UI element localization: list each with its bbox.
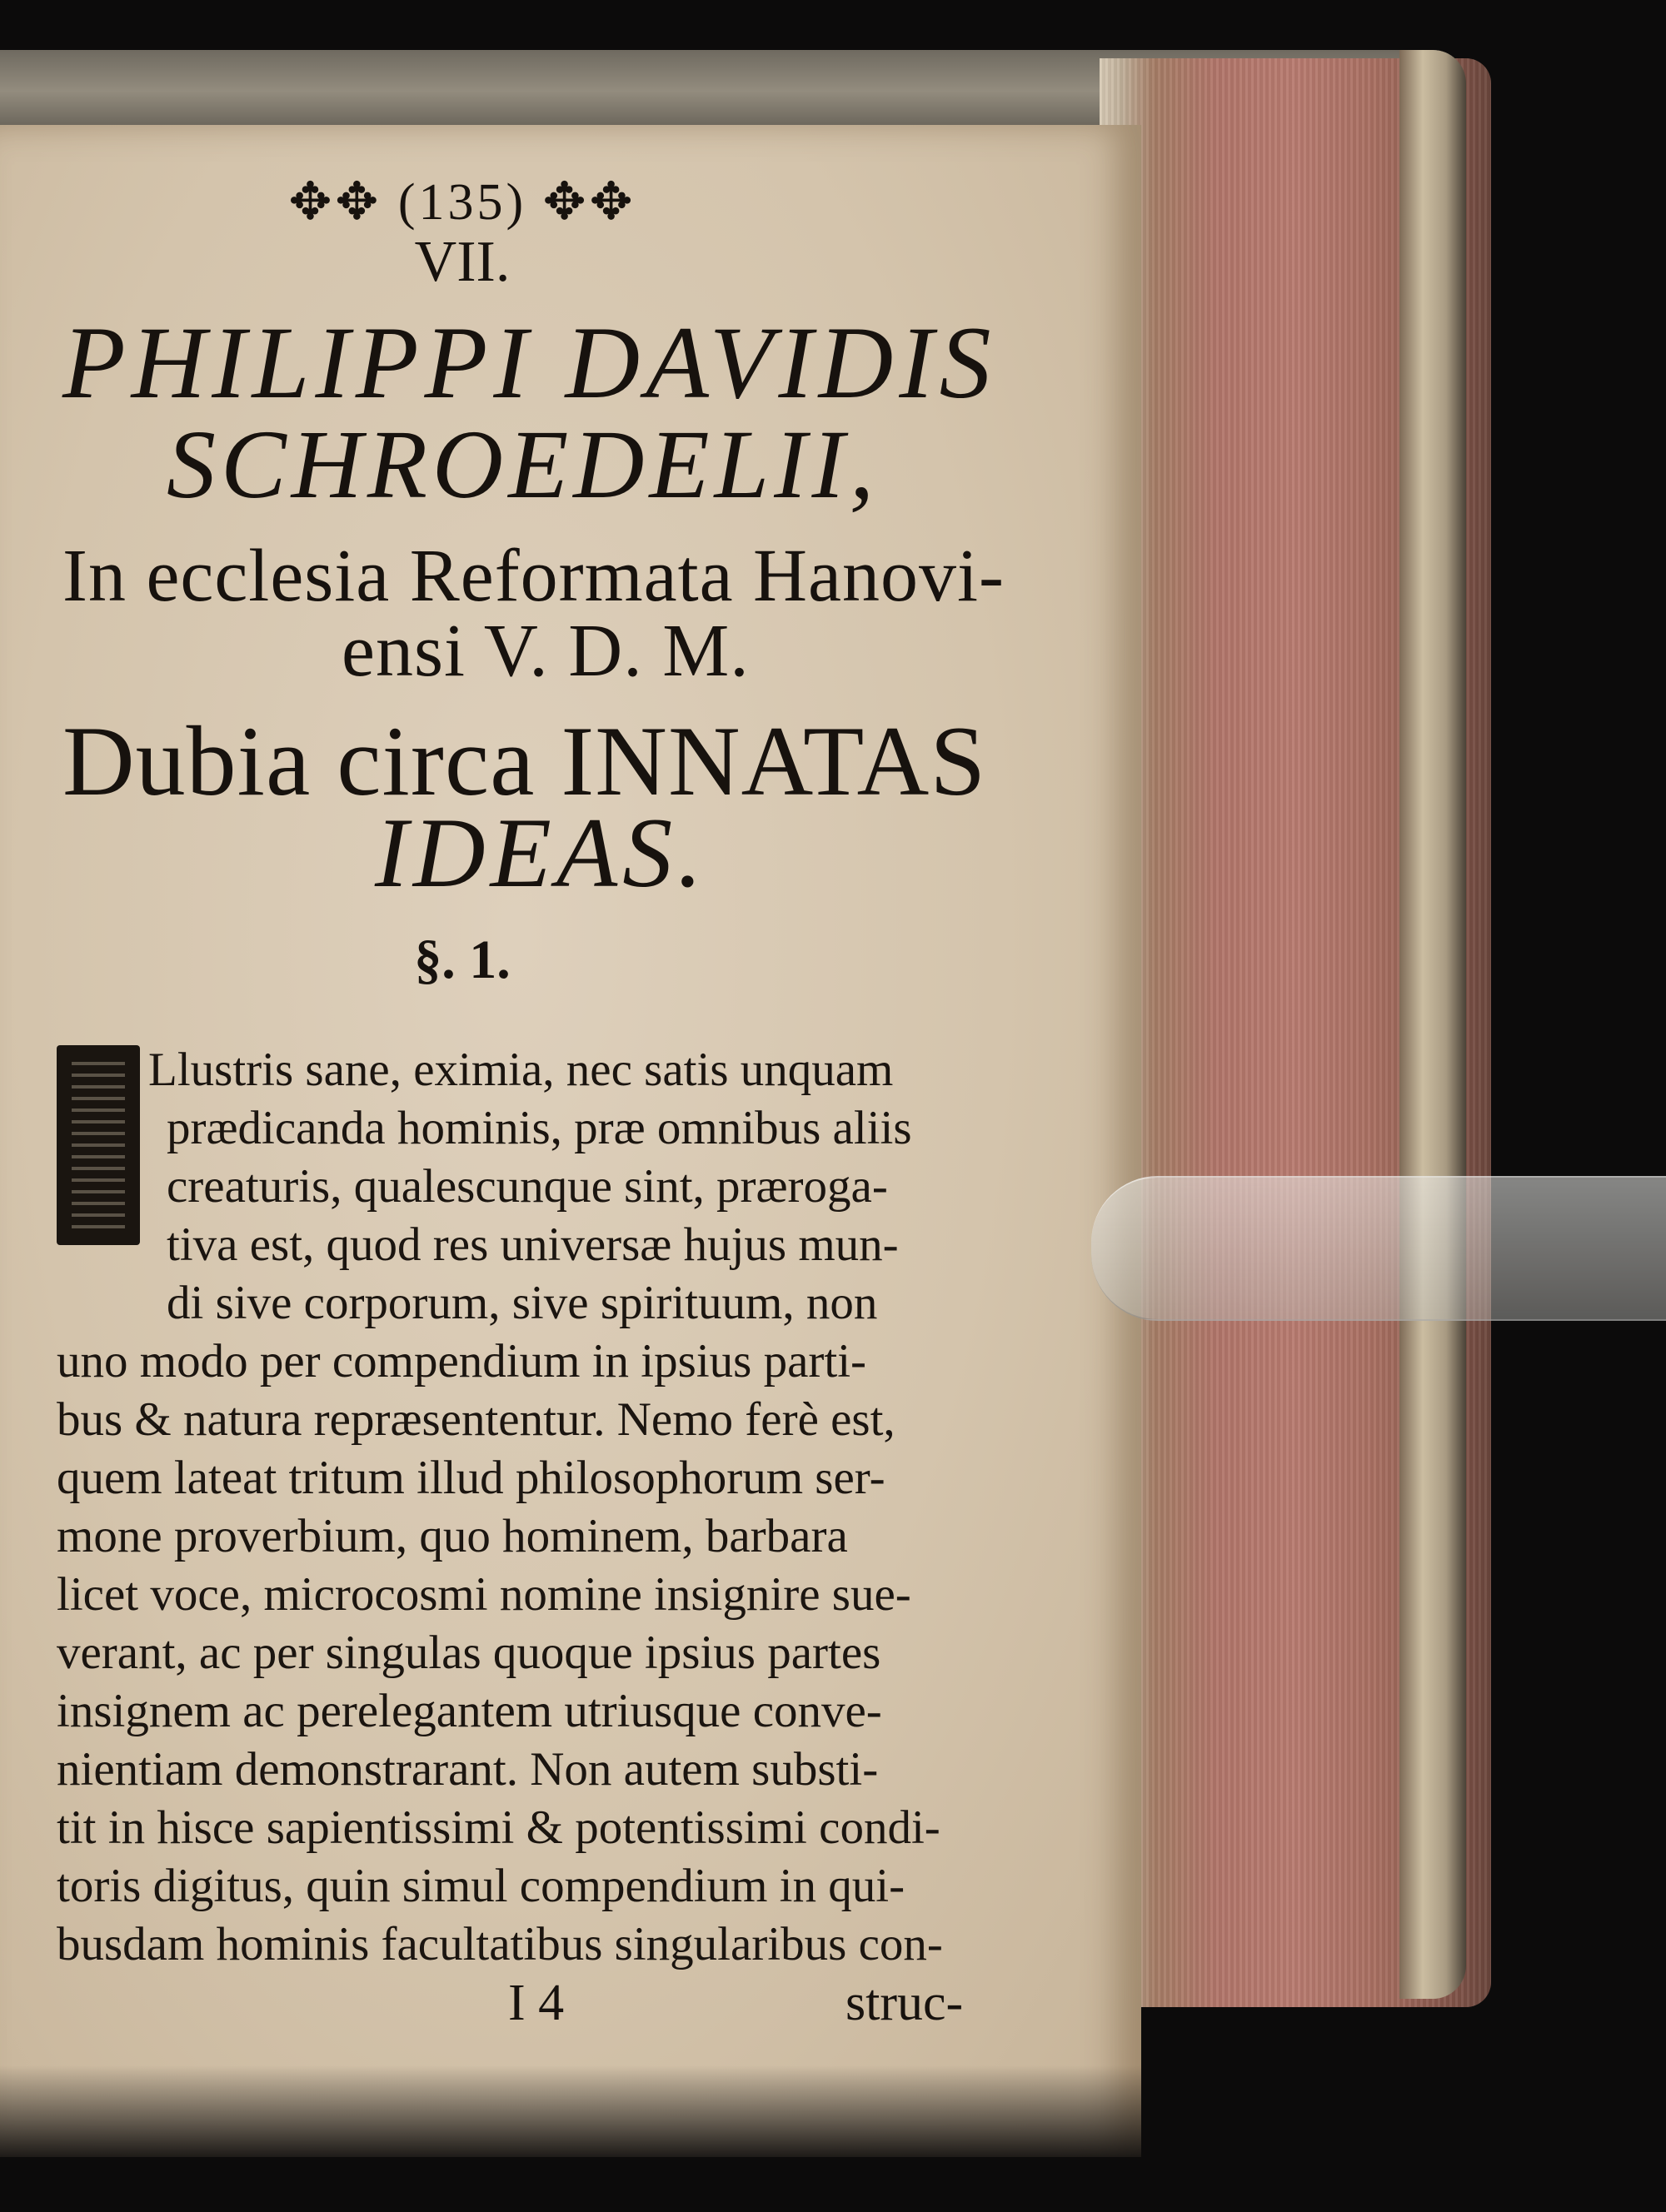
running-header bbox=[0, 171, 925, 232]
article-title-line-2: IDEAS. bbox=[375, 797, 708, 908]
author-name-line-1: PHILIPPI DAVIDIS bbox=[62, 306, 997, 420]
body-line: di sive corporum, sive spirituum, non bbox=[167, 1277, 878, 1329]
affiliation-line-1: In ecclesia Reformata Hanovi- bbox=[62, 535, 1005, 617]
article-title-line-1: Dubia circa INNATAS bbox=[62, 705, 987, 816]
body-line: verant, ac per singulas quoque ipsius partes bbox=[57, 1627, 881, 1679]
body-line: tit in hisce sapientissimi & potentissimi condi- bbox=[57, 1801, 940, 1854]
plastic-bookmark bbox=[1091, 1176, 1666, 1321]
body-line: busdam hominis facultatibus singularibus con- bbox=[57, 1918, 943, 1970]
body-line: tiva est, quod res universæ hujus mun- bbox=[167, 1218, 899, 1271]
body-line: quem lateat tritum illud philosophorum ser- bbox=[57, 1452, 885, 1504]
body-line: Llustris sane, eximia, nec satis unquam bbox=[148, 1044, 894, 1096]
page-number: (135) bbox=[397, 174, 527, 231]
body-line: licet voce, microcosmi nomine insignire sue- bbox=[57, 1568, 911, 1621]
catchword: struc- bbox=[845, 1975, 964, 2031]
section-heading: §. 1. bbox=[414, 929, 511, 990]
book-cover-edge bbox=[1399, 50, 1466, 1999]
body-line: nientiam demonstrarant. Non autem substi- bbox=[57, 1743, 879, 1796]
signature-mark: I 4 bbox=[508, 1975, 565, 2031]
body-line: bus & natura repræsententur. Nemo ferè est, bbox=[57, 1393, 895, 1446]
body-line: creaturis, qualescunque sint, prærogа- bbox=[167, 1160, 888, 1213]
author-name-line-2: SCHROEDELII, bbox=[167, 410, 880, 519]
body-line: mone proverbium, quo hominem, barbara bbox=[57, 1510, 848, 1562]
body-line: prædicanda hominis, præ omnibus aliis bbox=[167, 1102, 912, 1154]
drop-cap-initial bbox=[57, 1045, 140, 1245]
right-ornament-icon: ✥✥ bbox=[526, 174, 636, 231]
article-numeral: VII. bbox=[414, 230, 511, 294]
body-line: uno modo per compendium in ipsius parti- bbox=[57, 1335, 867, 1387]
body-line: insignem ac perelegantem utriusque conve- bbox=[57, 1685, 882, 1737]
left-ornament-icon: ✥✥ bbox=[288, 174, 398, 231]
body-line: toris digitus, quin simul compendium in qui- bbox=[57, 1860, 905, 1912]
affiliation-line-2: ensi V. D. M. bbox=[342, 610, 750, 692]
page-bottom-shadow bbox=[0, 2065, 1166, 2212]
